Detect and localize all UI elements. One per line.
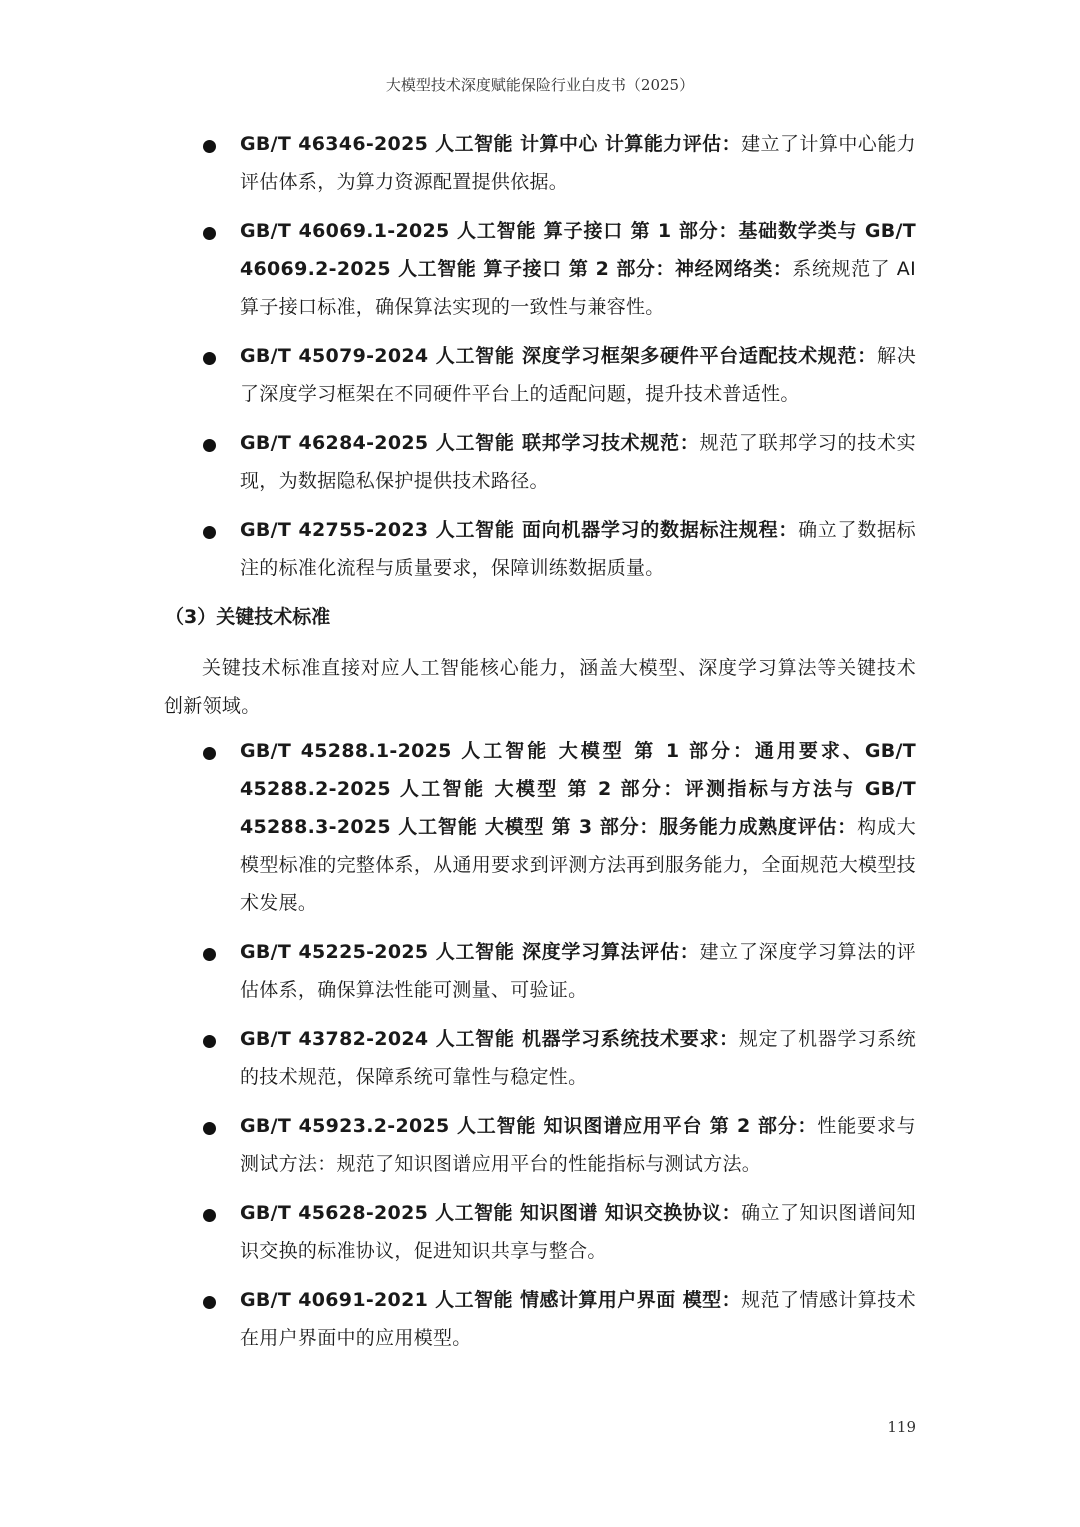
bullet-icon xyxy=(203,352,216,365)
list-item xyxy=(0,212,1080,326)
page-number: 119 xyxy=(887,1418,916,1436)
bullet-icon xyxy=(203,439,216,452)
standard-description: 规范了联邦学习的技术实现，为数据隐私保护提供技术路径。 xyxy=(240,432,916,492)
standard-title: GB/T 40691-2021 人工智能 情感计算用户界面 模型： xyxy=(240,1289,742,1311)
bullet-icon xyxy=(203,1122,216,1135)
standard-description: 确立了知识图谱间知识交换的标准协议，促进知识共享与整合。 xyxy=(240,1202,916,1262)
bullet-icon xyxy=(203,227,216,240)
section-heading: （3）关键技术标准 xyxy=(165,606,331,628)
bullet-icon xyxy=(203,948,216,961)
list-item-text xyxy=(240,511,916,587)
standard-description: 规定了机器学习系统的技术规范，保障系统可靠性与稳定性。 xyxy=(240,1028,916,1088)
standards-list-top xyxy=(0,125,1080,587)
standard-description: 建立了深度学习算法的评估体系，确保算法性能可测量、可验证。 xyxy=(240,941,916,1001)
standard-title: GB/T 45628-2025 人工智能 知识图谱 知识交换协议： xyxy=(240,1202,742,1224)
bullet-icon xyxy=(203,747,216,760)
bullet-icon xyxy=(203,526,216,539)
list-item xyxy=(0,732,1080,922)
bullet-icon xyxy=(203,1209,216,1222)
list-item-text xyxy=(240,1281,916,1357)
list-item-text xyxy=(240,424,916,500)
bullet-icon xyxy=(203,140,216,153)
standard-title: GB/T 45079-2024 人工智能 深度学习框架多硬件平台适配技术规范： xyxy=(240,345,877,367)
standard-title: GB/T 43782-2024 人工智能 机器学习系统技术要求： xyxy=(240,1028,739,1050)
standard-description: 构成大模型标准的完整体系，从通用要求到评测方法再到服务能力，全面规范大模型技术发展。 xyxy=(240,816,916,914)
section-intro-paragraph: 关键技术标准直接对应人工智能核心能力，涵盖大模型、深度学习算法等关键技术创新领域。 xyxy=(164,657,916,717)
list-item xyxy=(0,125,1080,201)
list-item-text xyxy=(240,337,916,413)
list-item-text xyxy=(240,1194,916,1270)
list-item xyxy=(0,337,1080,413)
standard-title: GB/T 46346-2025 人工智能 计算中心 计算能力评估： xyxy=(240,133,742,155)
list-item xyxy=(0,1281,1080,1357)
standard-description: 确立了数据标注的标准化流程与质量要求，保障训练数据质量。 xyxy=(240,519,916,579)
standard-description: 规范了情感计算技术在用户界面中的应用模型。 xyxy=(240,1289,916,1349)
standard-description: 建立了计算中心能力评估体系，为算力资源配置提供依据。 xyxy=(240,133,916,193)
standard-title: GB/T 42755-2023 人工智能 面向机器学习的数据标注规程： xyxy=(240,519,799,541)
list-item xyxy=(0,933,1080,1009)
bullet-icon xyxy=(203,1296,216,1309)
standard-title: GB/T 45923.2-2025 人工智能 知识图谱应用平台 第 2 部分： xyxy=(240,1115,818,1137)
list-item xyxy=(0,1020,1080,1096)
standard-title: GB/T 45225-2025 人工智能 深度学习算法评估： xyxy=(240,941,700,963)
list-item xyxy=(0,511,1080,587)
list-item-text xyxy=(240,212,916,326)
standard-title: GB/T 45288.1-2025 人工智能 大模型 第 1 部分：通用要求、GB/T 45288.2-2025 人工智能 大模型 第 2 部分：评测指标与方法与 GB/T 45288.3-2025 人工智能 大模型 第 3 部分：服务能力成熟度评估： xyxy=(240,740,916,838)
list-item xyxy=(0,1194,1080,1270)
list-item xyxy=(0,424,1080,500)
list-item-text xyxy=(240,732,916,922)
list-item-text xyxy=(240,125,916,201)
standard-description: 性能要求与测试方法：规范了知识图谱应用平台的性能指标与测试方法。 xyxy=(240,1115,916,1175)
standards-list-bottom xyxy=(0,732,1080,1357)
bullet-icon xyxy=(203,1035,216,1048)
standard-description: 解决了深度学习框架在不同硬件平台上的适配问题，提升技术普适性。 xyxy=(240,345,916,405)
standard-title: GB/T 46284-2025 人工智能 联邦学习技术规范： xyxy=(240,432,700,454)
standard-title: GB/T 46069.1-2025 人工智能 算子接口 第 1 部分：基础数学类与 GB/T 46069.2-2025 人工智能 算子接口 第 2 部分：神经网络类： xyxy=(240,220,916,280)
running-header: 大模型技术深度赋能保险行业白皮书（2025） xyxy=(385,76,695,94)
list-item-text xyxy=(240,933,916,1009)
list-item xyxy=(0,1107,1080,1183)
list-item-text xyxy=(240,1020,916,1096)
standard-description: 系统规范了 AI 算子接口标准，确保算法实现的一致性与兼容性。 xyxy=(240,258,916,318)
list-item-text xyxy=(240,1107,916,1183)
